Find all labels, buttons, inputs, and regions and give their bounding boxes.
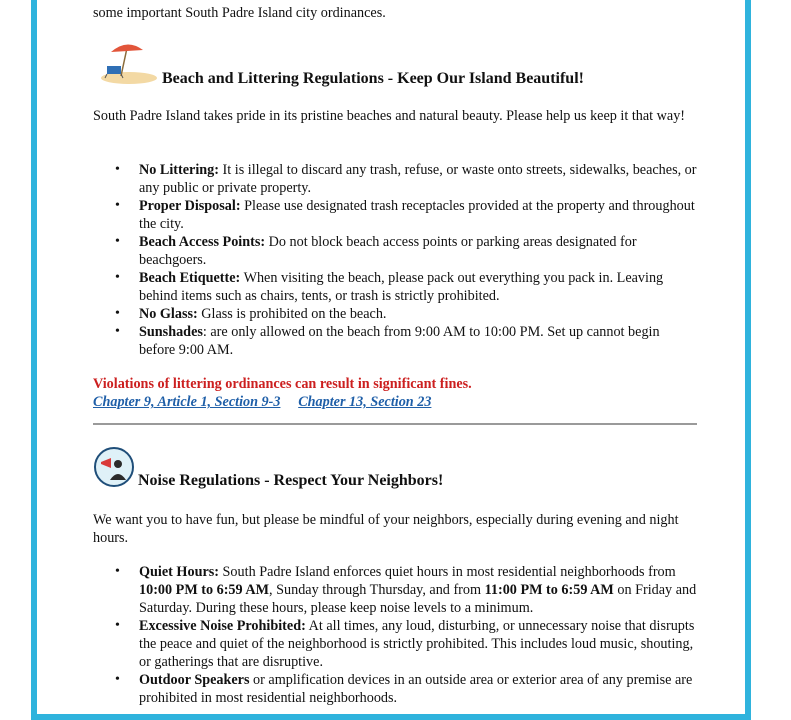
beach-intro: South Padre Island takes pride in its pristine beaches and natural beauty. Please help us keep it that way! [93,108,686,124]
noise-rules-list [93,563,697,707]
list-item: • Outdoor Speakers or amplification devices in an outside area or exterior area of any premise are prohibited in most residential neighborhoods. [93,671,697,707]
noise-heading: Noise Regulations - Respect Your Neighbors! [138,472,444,489]
noise-intro: We want you to have fun, but please be mindful of your neighbors, especially during evening and night hours. [93,512,679,546]
violation-notice: Violations of littering ordinances can result in significant fines. [93,376,472,392]
chapter-13-link[interactable]: Chapter 13, Section 23 [298,394,432,410]
beach-rules-list [93,161,697,359]
list-item: • Sunshades: are only allowed on the beach from 9:00 AM to 10:00 PM. Set up cannot begin before 9:00 AM. [93,323,697,359]
intro-text: some important South Padre Island city ordinances. [93,5,386,21]
beach-heading: Beach and Littering Regulations - Keep Our Island Beautiful! [162,70,584,87]
list-item: • Beach Etiquette: When visiting the beach, please pack out everything you pack in. Leaving behind items such as chairs, tents, or trash is strictly prohibited. [93,269,697,305]
list-item: • Quiet Hours: South Padre Island enforces quiet hours in most residential neighborhoods from 10:00 PM to 6:59 AM, Sunday through Thursday, and from 11:00 PM to 6:59 AM on Friday and Saturday. During these hours, please keep noise levels to a minimum. [93,563,697,617]
list-item: • No Glass: Glass is prohibited on the beach. [93,305,697,323]
ordinance-links [93,393,431,411]
beach-umbrella-icon [97,40,157,86]
chapter-9-link[interactable]: Chapter 9, Article 1, Section 9-3 [93,394,281,410]
list-item: • Beach Access Points: Do not block beach access points or parking areas designated for beachgoers. [93,233,697,269]
megaphone-person-icon [93,446,135,488]
section-divider [93,423,697,425]
list-item: • Excessive Noise Prohibited: At all times, any loud, disturbing, or unnecessary noise that disrupts the peace and quiet of the neighborhood is strictly prohibited. This includes loud music, shouting, or gatherings that are disruptive. [93,617,697,671]
list-item: • No Littering: It is illegal to discard any trash, refuse, or waste onto streets, sidewalks, beaches, or any public or private property. [93,161,697,197]
list-item: • Proper Disposal: Please use designated trash receptacles provided at the property and throughout the city. [93,197,697,233]
